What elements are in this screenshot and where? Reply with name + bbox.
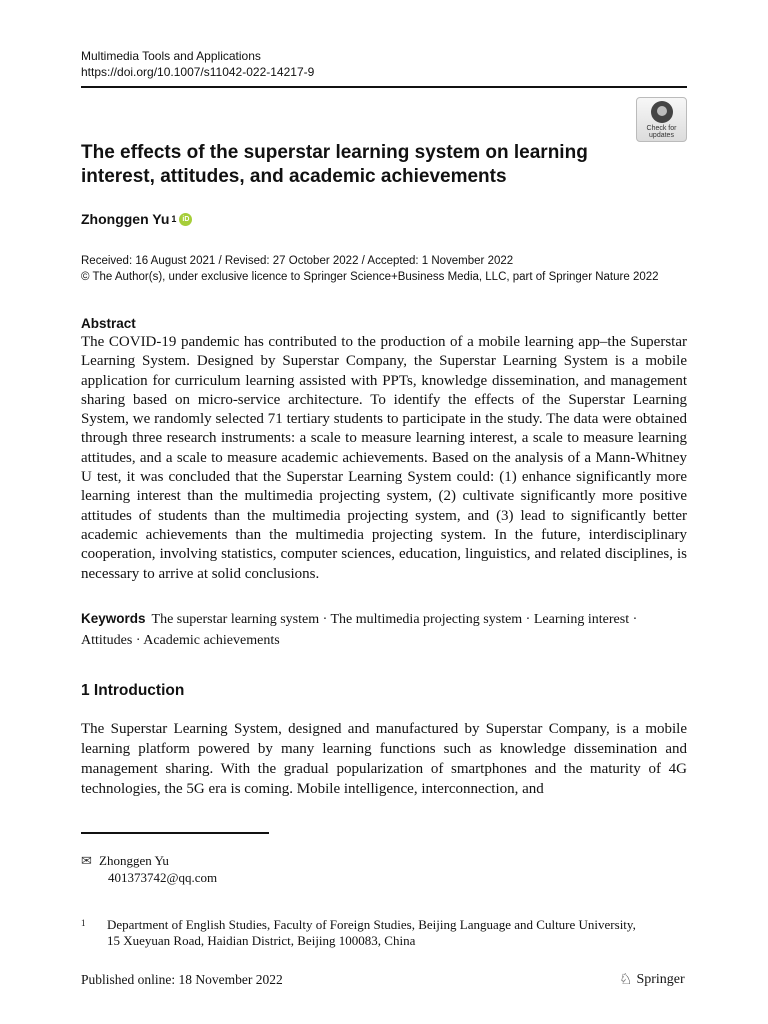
springer-logo (619, 970, 685, 989)
badge-text (637, 125, 686, 139)
article-dates (81, 253, 691, 285)
author-line (81, 211, 192, 227)
section-heading-introduction: 1 Introduction (81, 682, 185, 699)
keywords-label: Keywords (81, 611, 146, 626)
abstract-heading: Abstract (81, 316, 136, 331)
header-rule (81, 86, 687, 88)
badge-line2: updates (649, 132, 674, 139)
received-dates: Received: 16 August 2021 / Revised: 27 October 2022 / Accepted: 1 November 2022 (81, 255, 514, 267)
article-title: The effects of the superstar learning system on learning interest, attitudes, and academic achievements (81, 142, 588, 187)
copyright-icon: © (81, 271, 90, 283)
footnote-rule (81, 832, 269, 834)
keywords (81, 609, 691, 651)
affiliation-line2: 15 Xueyuan Road, Haidian District, Beijing 100083, China (107, 933, 416, 948)
copyright-line (81, 269, 691, 285)
corresponding-author (81, 852, 217, 886)
affiliation-number: 1 (81, 918, 86, 928)
contact-email[interactable]: 401373742@qq.com (108, 870, 218, 885)
springer-horse-icon: ♘ (619, 972, 633, 988)
updates-icon (651, 101, 673, 123)
abstract-text: The COVID-19 pandemic has contributed to the production of a mobile learning app–the Superstar Learning System. Designed by Superstar Company, the Superstar Learning System is a mobile application for curriculum learning assisted with PPTs, knowledge dissemination, and management sharing based on micro-service architecture. To identify the effects of the Superstar Learning System, we randomly selected 71 tertiary students to participate in the study. The data were obtained through three research instruments: a scale to measure learning interest, a scale to measure learning attitudes, and a scale to measure academic achievements. Based on the analysis of a Mann-Whitney U test, it was concluded that the Superstar Learning System could: (1) enhance significantly more learning interest than the multimedia projecting system, (2) cultivate significantly more positive attitudes of students than the multimedia projecting system, and (3) lead to significantly better academic achievements than the multimedia projecting system. In the future, interdisciplinary cooperation, involving statistics, computer sciences, education, linguistics, and related disciplines, is necessary to arrive at solid conclusions. (81, 334, 687, 582)
author-name[interactable]: Zhonggen Yu (81, 211, 170, 227)
affiliation-mark: 1 (171, 214, 177, 224)
journal-header (81, 48, 314, 80)
envelope-icon: ✉ (81, 853, 92, 868)
check-for-updates-badge[interactable] (636, 97, 687, 142)
contact-name: Zhonggen Yu (99, 853, 169, 868)
publisher-name: Springer (636, 971, 685, 987)
affiliation (81, 917, 691, 949)
copyright-text: The Author(s), under exclusive licence to Springer Science+Business Media, LLC, part of Springer Nature 2022 (92, 271, 659, 283)
orcid-icon[interactable]: iD (179, 213, 192, 226)
affiliation-line1: Department of English Studies, Faculty of Foreign Studies, Beijing Language and Culture University, (107, 917, 636, 932)
keywords-text: The superstar learning system · The multimedia projecting system · Learning interest · Attitudes · Academic achievements (81, 612, 638, 648)
journal-name: Multimedia Tools and Applications (81, 49, 261, 63)
published-online: Published online: 18 November 2022 (81, 972, 283, 987)
badge-line1: Check for (646, 125, 677, 132)
doi-link[interactable]: https://doi.org/10.1007/s11042-022-14217-9 (81, 65, 315, 79)
introduction-text: The Superstar Learning System, designed and manufactured by Superstar Company, is a mobile learning platform powered by many learning functions such as knowledge dissemination and management sharing. With the gradual popularization of smartphones and the maturity of 4G technologies, the 5G era is coming. Mobile intelligence, interconnection, and (81, 721, 687, 797)
